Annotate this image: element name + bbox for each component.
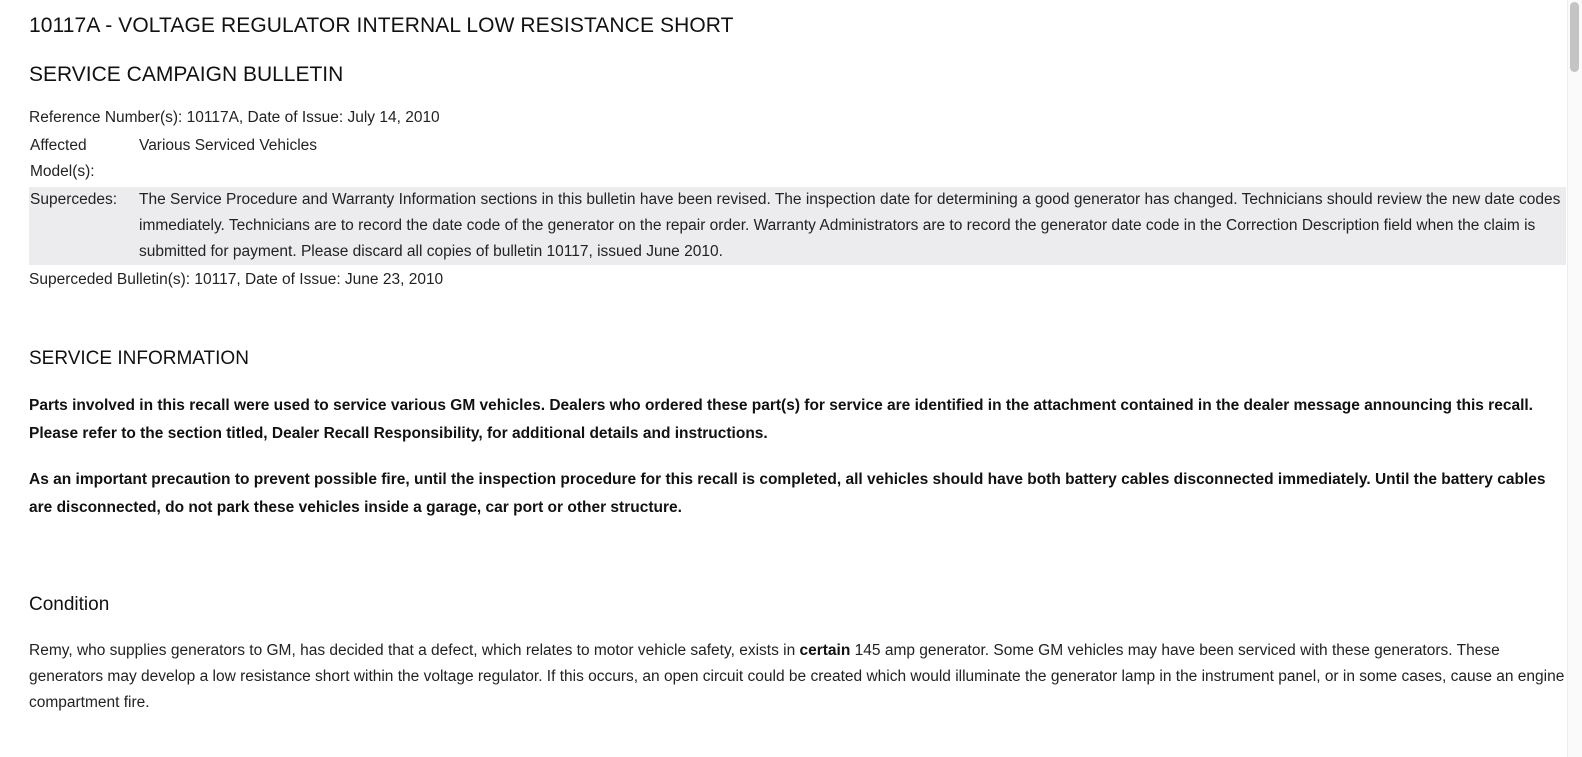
condition-text-before: Remy, who supplies generators to GM, has decided that a defect, which relates to motor vehicle safety, exists in [29, 642, 800, 659]
bulletin-title: SERVICE CAMPAIGN BULLETIN [29, 63, 344, 86]
condition-paragraph [29, 638, 1566, 716]
service-information-paragraph-1: Parts involved in this recall were used to service various GM vehicles. Dealers who ordered these part(s) for service are identified in the attachment contained in the dealer message announcing this recall. Please refer to the section titled, Dealer Recall Responsibility, for additional details and instructions. [29, 397, 1533, 442]
superceded-bulletin-line: Superceded Bulletin(s): 10117, Date of Issue: June 23, 2010 [29, 271, 444, 288]
bulletin-info-table [29, 133, 1566, 265]
reference-line: Reference Number(s): 10117A, Date of Issue: July 14, 2010 [29, 109, 440, 126]
service-information-paragraph-2: As an important precaution to prevent possible fire, until the inspection procedure for this recall is completed, all vehicles should have both battery cables disconnected immediately. Until the battery cables are disconnected, do not park these vehicles inside a garage, car port or other structure. [29, 471, 1546, 516]
affected-models-row [29, 133, 1566, 187]
supercedes-label: Supercedes: [29, 187, 139, 265]
document-title: 10117A - VOLTAGE REGULATOR INTERNAL LOW RESISTANCE SHORT [29, 14, 734, 37]
vertical-scrollbar[interactable] [1567, 0, 1582, 757]
affected-models-value: Various Serviced Vehicles [139, 137, 318, 154]
service-information-heading: SERVICE INFORMATION [29, 348, 249, 369]
condition-heading: Condition [29, 594, 110, 615]
supercedes-row [29, 187, 1566, 265]
affected-models-label: Affected Model(s): [30, 137, 95, 180]
condition-text-bold: certain [799, 642, 851, 659]
scrollbar-thumb[interactable] [1570, 2, 1579, 72]
supercedes-value: The Service Procedure and Warranty Information sections in this bulletin have been revised. The inspection date for determining a good generator has changed. Technicians should review the new date codes immediately. Technicians are to record the date code of the generator on the repair order. Warranty Administrators are to record the generator date code in the Correction Description field when the claim is submitted for payment. Please discard all copies of bulletin 10117, issued June 2010. [139, 187, 1566, 265]
condition-text-after: 145 amp generator. Some GM vehicles may have been serviced with these generators. These generators may develop a low resistance short within the voltage regulator. If this occurs, an open circuit could be created which would illuminate the generator lamp in the instrument panel, or in some cases, cause an engine compartment fire. [29, 642, 1565, 711]
